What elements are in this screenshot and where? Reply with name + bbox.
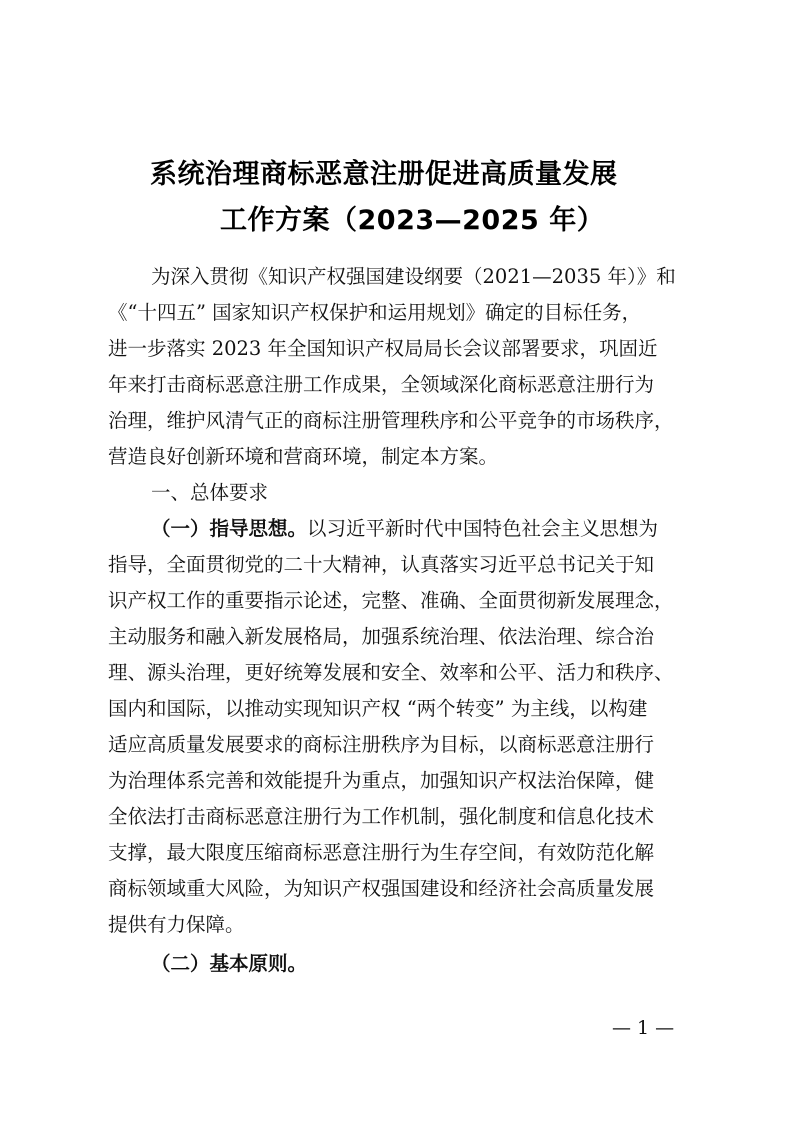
guiding-text: 识产权工作的重要指示论述，完整、准确、全面贯彻新发展理念， — [108, 589, 674, 612]
page-number: — 1 — — [612, 1017, 675, 1039]
guiding-text: 以习近平新时代中国特色社会主义思想为 — [307, 517, 659, 540]
section-heading-text: 一、总体要求 — [151, 481, 269, 504]
intro-text: 营造良好创新环境和营商环境，制定本方案。 — [108, 445, 499, 468]
intro-text: 为深入贯彻《知识产权强国建设纲要（2021—2035 年）》和 — [151, 265, 676, 288]
guiding-text: 主动服务和融入新发展格局，加强系统治理、依法治理、综合治 — [108, 625, 655, 648]
intro-text: 治理，维护风清气正的商标注册管理秩序和公平竞争的市场秩序， — [108, 409, 674, 432]
guiding-text: 商标领域重大风险，为知识产权强国建设和经济社会高质量发展 — [108, 877, 655, 900]
subsection-heading: （二）基本原则。 — [151, 952, 308, 975]
intro-text: 进一步落实 2023 年全国知识产权局局长会议部署要求，巩固近 — [108, 337, 658, 360]
guiding-text: 提供有力保障。 — [108, 913, 245, 936]
guiding-text: 理、源头治理，更好统筹发展和安全、效率和公平、活力和秩序、 — [108, 661, 674, 684]
guiding-text: 支撑，最大限度压缩商标恶意注册行为生存空间，有效防范化解 — [108, 841, 655, 864]
document-title — [150, 152, 670, 244]
intro-text: 《“十四五” 国家知识产权保护和运用规划》确定的目标任务， — [108, 301, 642, 324]
intro-text: 年来打击商标恶意注册工作成果，全领域深化商标恶意注册行为 — [108, 373, 655, 396]
guiding-text: 为治理体系完善和效能提升为重点，加强知识产权法治保障，健 — [108, 769, 655, 792]
guiding-text: 指导，全面贯彻党的二十大精神，认真落实习近平总书记关于知 — [108, 553, 655, 576]
guiding-text: 国内和国际，以推动实现知识产权 “两个转变” 为主线，以构建 — [108, 697, 648, 720]
title-line-1: 系统治理商标恶意注册促进高质量发展 — [150, 159, 618, 190]
guiding-text: 适应高质量发展要求的商标注册秩序为目标，以商标恶意注册行 — [108, 733, 655, 756]
title-line-2: 工作方案（2023—2025 年） — [220, 205, 605, 236]
guiding-text: 全依法打击商标恶意注册行为工作机制，强化制度和信息化技术 — [108, 805, 655, 828]
subsection-heading: （一）指导思想。 — [151, 517, 308, 540]
